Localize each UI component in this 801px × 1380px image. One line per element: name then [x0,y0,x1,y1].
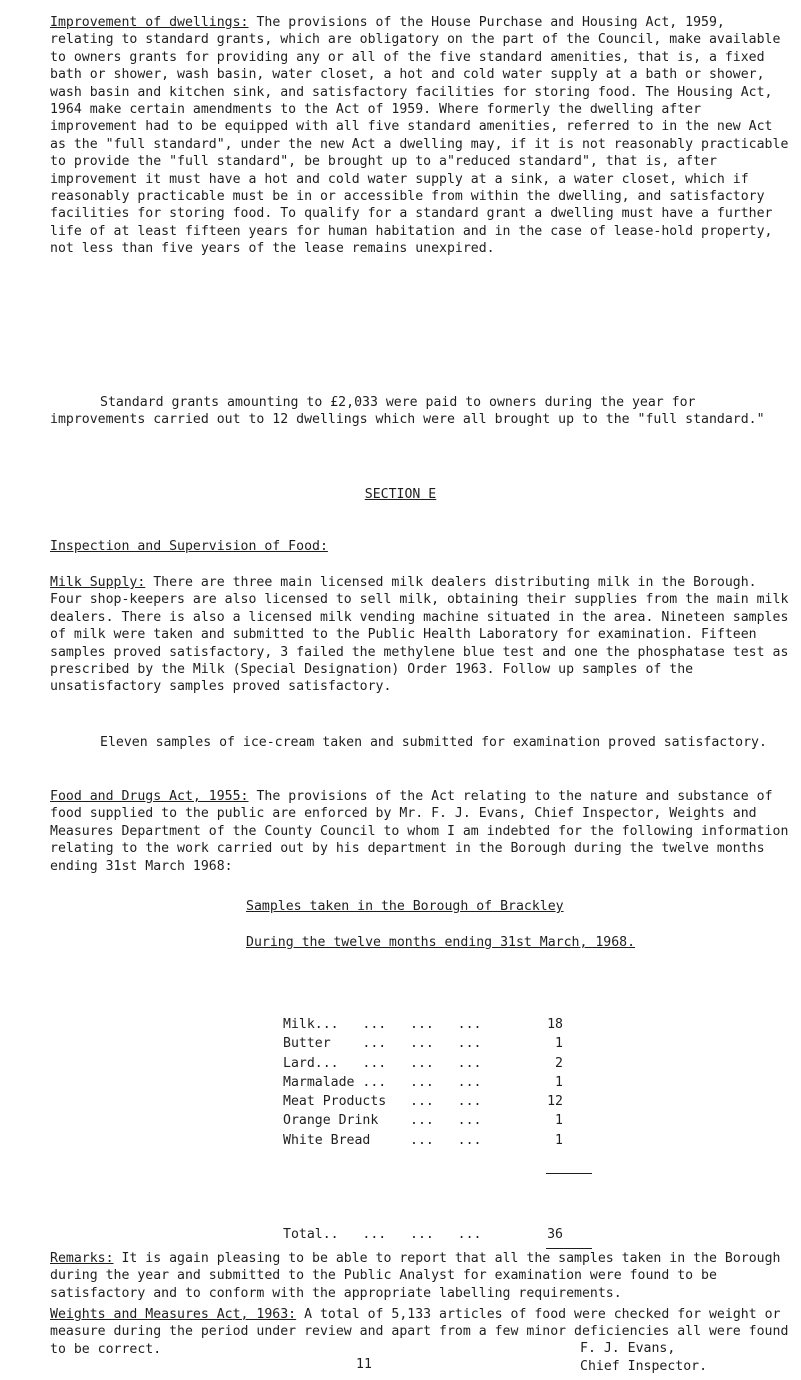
grants-text: Standard grants amounting to £2,033 were paid to owners during the year for improvements carried out to 12 dwellings which were all brought up to the "full standard." [50,395,765,428]
milk-text: There are three main licensed milk dealers distributing milk in the Borough. Four shop-keepers are also licensed to sell milk, obtaining their supplies from the main milk dealers. There is also a licensed milk vending machine situated in the area. Nineteen samples of milk were taken and submitted to the Public Health Laboratory for examination. Fifteen samples proved satisfactory, 3 failed the methylene blue test and one the phosphatase test as prescribed by the Milk (Special Designation) Order 1963. Follow up samples of the unsatisfactory samples proved satisfactory. [50,575,789,695]
total-rule-bottom [546,1248,592,1249]
table-row: Milk... ... ... ... 18 [283,1017,563,1032]
weights-text: A total of 5,133 articles of food were checked for weight or measure during the period under review and apart from a few minor deficiencies all were found to be correct. [50,1307,789,1357]
food-drugs-paragraph [50,788,792,875]
remarks-heading: Remarks: [50,1251,114,1266]
grants-paragraph [50,394,792,429]
samples-subtitle: During the twelve months ending 31st March, 1968. [246,935,636,950]
section-title: SECTION E [364,487,437,502]
milk-paragraph [50,574,792,696]
total-row: Total.. ... ... ... 36 [283,1227,563,1242]
page-number: 11 [356,1357,372,1372]
table-row: Meat Products ... ... 12 [283,1094,563,1110]
inspection-heading: Inspection and Supervision of Food: [50,539,328,554]
weights-heading: Weights and Measures Act, 1963: [50,1307,297,1322]
milk-heading: Milk Supply: [50,575,146,590]
signature-title: Chief Inspector. [580,1359,708,1374]
signature-name: F. J. Evans, [580,1341,676,1356]
weights-paragraph [50,1306,792,1358]
table-row: Butter ... ... ... 1 [283,1036,563,1052]
samples-table [283,1016,603,1151]
improvement-heading: Improvement of dwellings: [50,15,249,30]
food-drugs-heading: Food and Drugs Act, 1955: [50,789,249,804]
icecream-text: Eleven samples of ice-cream taken and submitted for examination proved satisfactory. [100,735,767,750]
table-row: Lard... ... ... ... 2 [283,1055,563,1071]
food-drugs-text: The provisions of the Act relating to the nature and substance of food supplied to the public are enforced by Mr. F. J. Evans, Chief Inspector, Weights and Measures Department of the County Council to whom I am indebted for the following information relating to the work carried out by his department in the Borough during the twelve months ending 31st March 1968: [50,789,789,874]
remarks-text: It is again pleasing to be able to report that all the samples taken in the Borough during the year and submitted to the Public Analyst for examination were found to be satisfactory and to conform with the appropriate labelling requirements. [50,1251,781,1301]
table-row: Orange Drink ... ... 1 [283,1113,563,1129]
improvement-paragraph [50,14,792,258]
improvement-text: The provisions of the House Purchase and Housing Act, 1959, relating to standard grants, which are obligatory on the part of the Council, make available to owners grants for providing any or all of the five standard amenities, that is, a fixed bath or shower, wash basin, water closet, a hot and cold water supply at a bath or shower, wash basin and kitchen sink, and satisfactory facilities for storing food. The Housing Act, 1964 make certain amendments to the Act of 1959. Where formerly the dwelling after improvement had to be equipped with all five standard amenities, referred to in the new Act as the "full standard", under the new Act a dwelling may, if it is not reasonably practicable to provide the "full standard", be brought up to a"reduced standard", that is, after improvement it must have a hot and cold water supply at a sink, a water closet, which if reasonably practicable must be in or accessible from within the dwelling, and satisfactory facilities for storing food. To qualify for a standard grant a dwelling must have a further life of at least fifteen years for human habitation and in the case of lease-hold property, not less than five years of the lease remains unexpired. [50,15,789,257]
total-rule-top [546,1173,592,1174]
icecream-paragraph [50,734,792,751]
samples-title: Samples taken in the Borough of Brackley [246,899,564,914]
remarks-paragraph [50,1250,792,1302]
table-row: Marmalade ... ... ... 1 [283,1074,563,1090]
table-row: White Bread ... ... 1 [283,1132,563,1148]
